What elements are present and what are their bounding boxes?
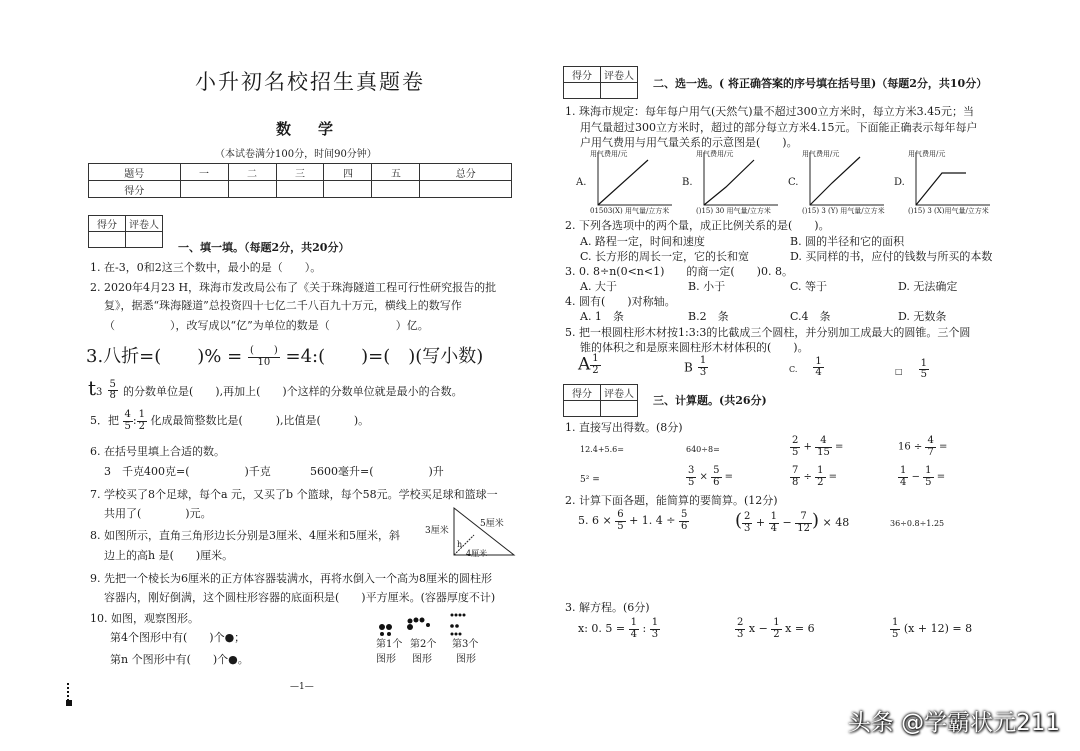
calc-1-item-7: $\frac{7}{8}$ ÷ $\frac{1}{2}$ = xyxy=(792,465,838,488)
option-label: A xyxy=(578,354,591,375)
dot xyxy=(386,624,392,630)
grader-label-score: 得分 xyxy=(89,216,126,232)
question-1: 1. 在-3，0和2这三个数中，最小的是（ ）。 xyxy=(90,261,322,274)
score-row-label: 得分 xyxy=(89,181,181,198)
graph-y-label: 用气费用/元 xyxy=(590,150,628,158)
grader-cell[interactable] xyxy=(89,232,126,248)
dot xyxy=(387,632,391,636)
fraction-denominator: 5 xyxy=(920,369,927,380)
choice-2-option-d: D. 买同样的书，应付的钱数与所买的本数 xyxy=(790,250,993,263)
option-label: B xyxy=(684,360,693,375)
score-cell[interactable] xyxy=(180,181,228,198)
question-5-fraction-2 xyxy=(137,410,147,432)
question-3 xyxy=(86,342,483,368)
choice-2-option-b: B. 圆的半径和它的面积 xyxy=(790,235,905,248)
grader-cell[interactable] xyxy=(564,83,601,99)
question-6-a: 3 千克400克=( )千克 xyxy=(104,465,271,478)
fraction-denominator: 3 xyxy=(699,366,707,378)
option-fraction xyxy=(919,359,929,381)
dot xyxy=(455,624,459,628)
option-label: □ xyxy=(895,367,903,376)
graph-plot xyxy=(912,150,992,206)
choice-3-option-a: A. 大于 xyxy=(580,280,617,293)
question-6-b: 5600毫升=( )升 xyxy=(310,465,444,478)
triangle-label-3: 3厘米 xyxy=(425,526,449,536)
figure-label-2: 第2个 xyxy=(410,639,437,650)
score-table xyxy=(88,163,512,198)
choice-5-line2: 锥的体积之和是原来圆柱形木材体积的( )。 xyxy=(580,341,809,354)
grader-cell[interactable] xyxy=(564,401,601,417)
graph-axes xyxy=(916,152,990,205)
graph-option-1 xyxy=(576,148,680,220)
question-3-text: 3.八折=( )% = xyxy=(86,346,243,367)
graph-line xyxy=(704,160,754,205)
calc-1-item-1: 12.4+5.6= xyxy=(580,445,624,454)
dot xyxy=(407,624,413,630)
fraction-denominator: 2 xyxy=(592,364,599,376)
question-5-fraction-1 xyxy=(123,410,133,432)
option-fraction xyxy=(813,357,823,379)
score-cell[interactable] xyxy=(228,181,276,198)
graph-x-label: 01503(X) 用气量/立方米 xyxy=(590,207,670,215)
choice-3-option-c: C. 等于 xyxy=(790,280,828,293)
score-head-4: 四 xyxy=(324,164,372,181)
question-4-text: 的分数单位是( ),再加上( )个这样的分数单位就是最小的合数。 xyxy=(122,385,463,398)
graph-x-label: ()15) 3 (X)用气量/立方米 xyxy=(908,207,989,215)
calc-1-item-8-op: − xyxy=(911,471,920,483)
question-10-b: 第n 个图形中有( )个●。 xyxy=(110,653,249,666)
choice-5-option-b xyxy=(684,356,708,378)
grader-label-score: 得分 xyxy=(564,385,601,401)
choice-4-option-d: D. 无数条 xyxy=(898,310,947,323)
graph-y-label: 用气费用/元 xyxy=(802,150,840,158)
calc-2: 2. 计算下面各题，能简算的要简算。(12分) xyxy=(565,494,778,507)
watermark-text: 头条 @学霸状元211 xyxy=(847,710,1060,736)
figure-label-3: 第3个 xyxy=(452,639,479,650)
dot xyxy=(420,618,425,623)
graph-line xyxy=(916,173,966,205)
choice-5-line1: 5. 把一根圆柱形木材按1:3:3的比截成三个圆柱，并分别加工成最大的圆锥。三个圆 xyxy=(565,326,971,339)
fraction-denominator: 8 xyxy=(109,390,116,401)
dot xyxy=(408,619,413,624)
choice-4-option-b: B.2 条 xyxy=(688,310,729,323)
grader-box-3 xyxy=(563,384,638,417)
fraction-numerator: ( ) xyxy=(249,345,278,356)
triangle-shape xyxy=(454,508,514,555)
choice-3-option-d: D. 无法确定 xyxy=(898,280,958,293)
graph-option-label: A. xyxy=(576,177,587,188)
question-9-line2: 容器内，刚好倒满，这个圆柱形容器的底面积是( )平方厘米。(容器厚度不计) xyxy=(104,591,496,604)
question-8-line1: 8. 如图所示，直角三角形边长分别是3厘米、4厘米和5厘米，斜 xyxy=(90,529,400,542)
grader-cell[interactable] xyxy=(126,232,163,248)
option-label: C. xyxy=(789,365,798,374)
fraction-numerator: 5 xyxy=(109,378,116,390)
score-head-0: 题号 xyxy=(89,164,181,181)
calc-2-item-3: 36÷0.8÷1.25 xyxy=(890,519,945,528)
dot xyxy=(459,633,462,636)
calc-2-item-2: ( $\frac{2}{3}$ + $\frac{1}{4}$ − $\frac{7}{12}$ ) × 48 xyxy=(735,510,850,534)
figure-sub-2: 图形 xyxy=(412,654,432,665)
score-cell[interactable] xyxy=(372,181,420,198)
equation-1-text: x: 0. 5 = xyxy=(578,622,626,635)
choice-1-graphs xyxy=(576,148,1006,220)
calc-1-item-5: 5² = xyxy=(580,475,600,485)
fraction-numerator: 1 xyxy=(138,409,145,420)
calc-1-item-2: 640÷8= xyxy=(686,445,720,454)
question-4-sub: 3 xyxy=(96,387,103,398)
grader-box-2 xyxy=(563,66,638,99)
section-1-heading: 一、填一填。（每题2分，共20分） xyxy=(178,241,350,254)
dot-pattern-figure xyxy=(376,612,486,672)
score-head-3: 三 xyxy=(276,164,324,181)
graph-option-label: D. xyxy=(894,177,905,188)
graph-option-4 xyxy=(894,148,998,220)
page-number: —1— xyxy=(290,682,314,692)
graph-y-label: 用气费用/元 xyxy=(696,150,734,158)
grader-cell[interactable] xyxy=(601,83,638,99)
binding-square xyxy=(66,700,72,706)
dot xyxy=(455,633,458,636)
fraction-numerator: 4 xyxy=(124,409,131,420)
equation-3-text: (x + 12) = 8 xyxy=(903,622,973,635)
triangle-label-4: 4厘米 xyxy=(466,549,488,558)
calc-1-item-4-text: 16 ÷ xyxy=(898,441,923,453)
triangle-figure xyxy=(422,505,517,560)
graph-option-3 xyxy=(788,148,892,220)
question-3-fraction xyxy=(248,346,280,368)
choice-5-option-c xyxy=(789,354,824,379)
score-cell[interactable] xyxy=(420,181,512,198)
question-7-line1: 7. 学校买了8个足球，每个a 元，又买了b 个篮球，每个58元。学校买足球和篮球一 xyxy=(90,488,498,501)
graph-y-label: 用气费用/元 xyxy=(908,150,946,158)
dot xyxy=(451,633,454,636)
dot xyxy=(379,624,385,630)
choice-4-option-c: C.4 条 xyxy=(790,310,831,323)
graph-plot xyxy=(806,150,886,206)
triangle-label-h: h xyxy=(457,540,463,549)
dot xyxy=(414,618,419,623)
fraction-numerator: 1 xyxy=(592,353,599,364)
dot-pattern-svg xyxy=(376,612,486,638)
question-5-text: 化成最简整数比是( ),比值是( )。 xyxy=(150,414,370,427)
fraction-numerator: 1 xyxy=(920,357,927,369)
grader-label-reviewer: 评卷人 xyxy=(601,67,638,83)
exam-note: （本试卷满分100分，时间90分钟） xyxy=(215,149,377,160)
grader-label-score: 得分 xyxy=(564,67,601,83)
score-cell[interactable] xyxy=(276,181,324,198)
dot xyxy=(451,614,454,617)
question-10: 10. 如图，观察图形。 xyxy=(90,612,199,625)
choice-4: 4. 圆有( )对称轴。 xyxy=(565,295,676,308)
fraction-numerator: 1 xyxy=(815,355,822,367)
equation-3: $\frac{1}{5}$ (x + 12) = 8 xyxy=(892,617,973,640)
graph-x-label: ()15) 30 用气量/立方米 xyxy=(696,207,771,215)
choice-3-option-b: B. 小于 xyxy=(688,280,726,293)
question-7-line2: 共用了( )元。 xyxy=(104,507,212,520)
dot xyxy=(459,614,462,617)
question-4-prefix: t xyxy=(88,376,97,400)
graph-axes xyxy=(704,152,778,205)
calc-1-item-4: 16 ÷ $\frac{4}{7}$ = xyxy=(898,435,948,458)
choice-4-option-a: A. 1 条 xyxy=(580,310,624,323)
graph-plot xyxy=(700,150,780,206)
graph-option-label: C. xyxy=(788,177,799,188)
figure-sub-3: 图形 xyxy=(456,654,476,665)
dot xyxy=(463,614,466,617)
question-4-fraction xyxy=(108,380,118,402)
grader-cell[interactable] xyxy=(601,401,638,417)
fraction-numerator: 1 xyxy=(699,355,707,366)
calc-1-item-6: $\frac{3}{5}$ × $\frac{5}{6}$ = xyxy=(688,465,734,488)
choice-1-line1: 1. 珠海市规定：每年每户用气(天然气)量不超过300立方米时，每立方米3.45元；当 xyxy=(565,105,975,118)
dot xyxy=(455,614,458,617)
equation-1: x: 0. 5 = $\frac{1}{4}$ : $\frac{1}{3}$ xyxy=(578,617,659,640)
option-fraction xyxy=(590,354,600,376)
grader-label-reviewer: 评卷人 xyxy=(126,216,163,232)
section-3-heading: 三、计算题。(共26分) xyxy=(653,394,767,407)
calc-1: 1. 直接写出得数。(8分) xyxy=(565,421,683,434)
choice-2: 2. 下列各选项中的两个量，成正比例关系的是( )。 xyxy=(565,219,830,232)
score-head-1: 一 xyxy=(180,164,228,181)
question-8-line2: 边上的高h 是( )厘米。 xyxy=(104,549,234,562)
figure-sub-1: 图形 xyxy=(376,654,396,665)
equation-2: $\frac{2}{3}$ x − $\frac{1}{2}$ x = 6 xyxy=(737,617,815,640)
section-2-heading: 二、选一选。( 将正确答案的序号填在括号里)（每题2分，共10分） xyxy=(653,77,988,90)
graph-axes xyxy=(810,152,884,205)
score-cell[interactable] xyxy=(324,181,372,198)
choice-5-option-d xyxy=(895,356,929,381)
question-5: 5．把 $\frac{4}{5}$ : $\frac{1}{2}$ 化成最简整数比是( ),比值是( )。 xyxy=(90,409,370,432)
calc-2-item-1: 5. 6 × $\frac{6}{5}$ + 1. 4 ÷ $\frac{5}{6}$ xyxy=(578,509,688,532)
question-5-prefix: 5．把 xyxy=(90,414,119,427)
score-head-2: 二 xyxy=(228,164,276,181)
choice-1-line3: 户用气费用与用气量关系的示意图是( )。 xyxy=(580,136,798,149)
question-2-line2: 复》，据悉“珠海隧道”总投资四十七亿二千八百九十万元，横线上的数写作 xyxy=(104,299,462,312)
score-head-6: 总分 xyxy=(420,164,512,181)
graph-line xyxy=(810,157,860,205)
graph-axes xyxy=(598,152,672,205)
page-title: 小升初名校招生真题卷 xyxy=(195,70,425,94)
option-fraction xyxy=(698,356,708,378)
fraction-denominator: 10 xyxy=(257,356,271,368)
dot xyxy=(450,624,454,628)
calc-1-item-8: $\frac{1}{4}$ − $\frac{1}{5}$ = xyxy=(900,465,946,488)
fraction-denominator: 4 xyxy=(815,367,822,378)
figure-label-1: 第1个 xyxy=(376,639,403,650)
calc-3: 3. 解方程。(6分) xyxy=(565,601,650,614)
question-6: 6. 在括号里填上合适的数。 xyxy=(90,445,225,458)
equation-2-text: = 6 xyxy=(794,622,815,635)
fraction-denominator: 5 xyxy=(124,420,131,432)
question-4 xyxy=(88,376,463,402)
fraction-denominator: 2 xyxy=(138,420,145,432)
dot xyxy=(380,632,384,636)
graph-line xyxy=(598,160,648,205)
subject-title: 数 学 xyxy=(276,120,340,138)
grader-box-1 xyxy=(88,215,163,248)
dot xyxy=(426,623,430,627)
score-head-5: 五 xyxy=(372,164,420,181)
choice-5-option-a xyxy=(578,354,601,376)
question-10-a: 第4个图形中有( )个●； xyxy=(110,631,246,644)
choice-1-line2: 用气量超过300立方米时，超过的部分每立方米4.15元。下面能正确表示每年每户 xyxy=(580,121,978,134)
graph-x-label: ()15) 3 (Y) 用气量/立方米 xyxy=(802,207,885,215)
question-9-line1: 9. 先把一个棱长为6厘米的正方体容器装满水，再将水倒入一个高为8厘米的圆柱形 xyxy=(90,572,492,585)
choice-3: 3. 0. 8÷n(0<n<1) 的商一定( )0. 8。 xyxy=(565,265,793,278)
graph-option-2 xyxy=(682,148,786,220)
question-3-tail: =4:( )=( )(写小数) xyxy=(285,346,484,367)
question-2-line3: （ ），改写成以“亿”为单位的数是（ ）亿。 xyxy=(104,319,429,332)
calc-1-item-3: $\frac{2}{5}$ + $\frac{4}{15}$ = xyxy=(792,435,844,458)
graph-option-label: B. xyxy=(682,177,693,188)
fraction-numerator: 1 xyxy=(900,465,907,476)
choice-2-option-c: C. 长方形的周长一定，它的长和宽 xyxy=(580,250,750,263)
question-2-line1: 2. 2020年4月23 H，珠海市发改局公布了《关于珠海隧道工程可行性研究报告的批 xyxy=(90,281,497,294)
graph-plot xyxy=(594,150,674,206)
choice-2-option-a: A. 路程一定，时间和速度 xyxy=(580,235,705,248)
triangle-label-5: 5厘米 xyxy=(480,519,504,529)
grader-label-reviewer: 评卷人 xyxy=(601,385,638,401)
